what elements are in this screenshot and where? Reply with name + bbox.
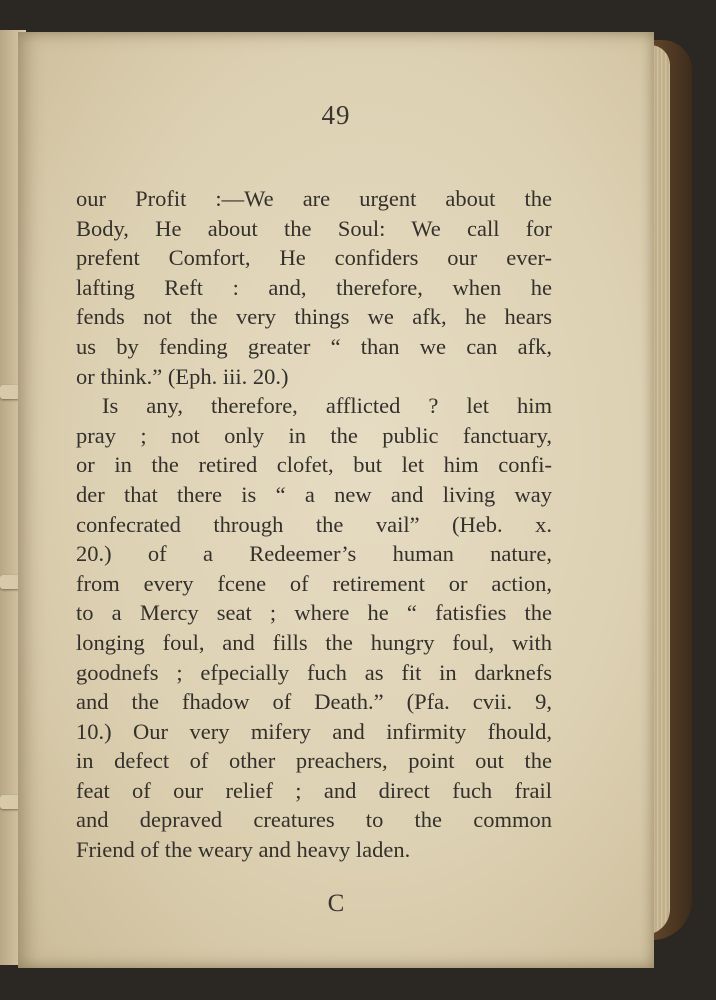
text-line: longing foul, and fills the hungry foul, with bbox=[76, 629, 552, 655]
text-line: Body, He about the Soul: We call for bbox=[76, 215, 552, 241]
text-line: or think.” (Eph. iii. 20.) bbox=[76, 363, 289, 389]
text-line: goodnefs ; efpecially fuch as fit in darknefs bbox=[76, 659, 552, 685]
body-text bbox=[76, 184, 552, 865]
text-line: der that there is “ a new and living way bbox=[76, 481, 552, 507]
page-number: 49 bbox=[321, 100, 351, 130]
text-line: fends not the very things we afk, he hears bbox=[76, 304, 552, 330]
text-line: us by fending greater “ than we can afk, bbox=[76, 333, 552, 359]
text-line: pray ; not only in the public fanctuary, bbox=[76, 422, 552, 448]
book-page bbox=[18, 32, 654, 968]
text-line: Is any, therefore, afflicted ? let him bbox=[102, 393, 552, 419]
text-line: from every fcene of retirement or action, bbox=[76, 570, 552, 596]
text-line: Friend of the weary and heavy laden. bbox=[76, 837, 411, 863]
text-line: to a Mercy seat ; where he “ fatisfies the bbox=[76, 600, 552, 626]
text-line: and depraved creatures to the common bbox=[76, 807, 552, 833]
signature-mark: C bbox=[327, 890, 345, 917]
text-line: prefent Comfort, He confiders our ever- bbox=[76, 245, 552, 271]
text-line: and the fhadow of Death.” (Pfa. cvii. 9, bbox=[76, 689, 552, 715]
text-line: our Profit :—We are urgent about the bbox=[76, 186, 552, 211]
text-line: in defect of other preachers, point out the bbox=[76, 748, 552, 774]
text-line: 20.) of a Redeemer’s human nature, bbox=[76, 541, 552, 567]
text-line: or in the retired clofet, but let him confi- bbox=[76, 452, 552, 478]
text-line: 10.) Our very mifery and infirmity fhould, bbox=[76, 718, 552, 744]
text-line: confecrated through the vail” (Heb. x. bbox=[76, 511, 552, 537]
text-line: feat of our relief ; and direct fuch frail bbox=[76, 777, 552, 803]
text-line: lafting Reft : and, therefore, when he bbox=[76, 274, 552, 300]
